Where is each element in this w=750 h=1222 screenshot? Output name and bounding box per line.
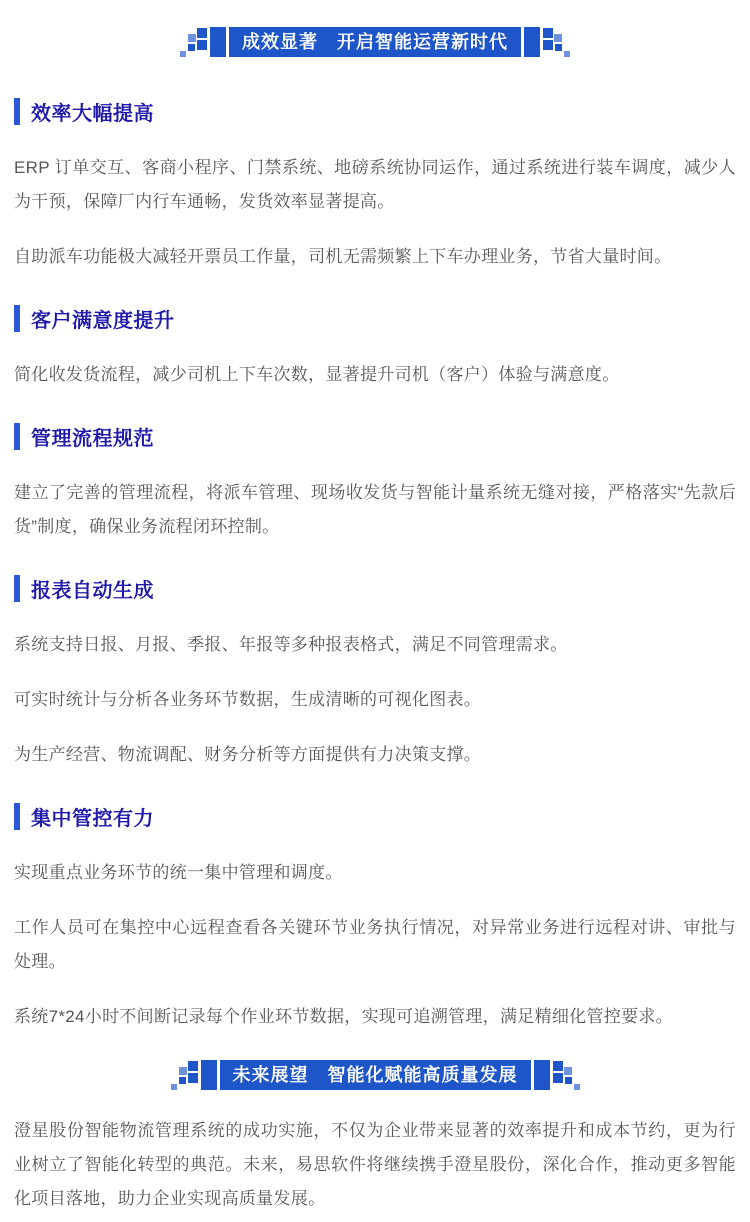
heading-bar-icon	[14, 803, 20, 830]
banner-results	[14, 25, 736, 59]
heading-text: 报表自动生成	[31, 579, 154, 602]
paragraph: 可实时统计与分析各业务环节数据，生成清晰的可视化图表。	[14, 690, 482, 709]
section-heading	[14, 97, 736, 125]
banner-title: 未来展望 智能化赋能高质量发展	[220, 1060, 531, 1090]
section-heading	[14, 422, 736, 450]
heading-bar-icon	[14, 575, 20, 602]
section-efficiency	[14, 97, 736, 274]
paragraph: 工作人员可在集控中心远程查看各关键环节业务执行情况，对异常业务进行远程对讲、审批与处理。	[14, 918, 736, 971]
section-heading	[14, 304, 736, 332]
pixel-checker-icon	[543, 28, 571, 57]
pixel-checker-icon	[170, 1061, 198, 1090]
paragraph: 自助派车功能极大减轻开票员工作量，司机无需频繁上下车办理业务，节省大量时间。	[14, 247, 672, 266]
banner-edge-block	[534, 1060, 550, 1090]
heading-text: 客户满意度提升	[31, 309, 175, 332]
banner-edge-block	[201, 1060, 217, 1090]
heading-bar-icon	[14, 423, 20, 450]
banner-edge-block	[524, 27, 540, 57]
closing-paragraph: 澄星股份智能物流管理系统的成功实施，不仅为企业带来显著的效率提升和成本节约，更为行业树立了智能化转型的典范。未来，易思软件将继续携手澄星股份，深化合作，推动更多智能化项目落地，助力企业实现高质量发展。	[14, 1121, 736, 1208]
heading-text: 集中管控有力	[31, 807, 154, 830]
banner-future	[14, 1058, 736, 1092]
banner-title: 成效显著 开启智能运营新时代	[229, 27, 521, 57]
paragraph: 简化收发货流程，减少司机上下车次数，显著提升司机（客户）体验与满意度。	[14, 365, 620, 384]
paragraph: 为生产经营、物流调配、财务分析等方面提供有力决策支撑。	[14, 745, 482, 764]
paragraph: 实现重点业务环节的统一集中管理和调度。	[14, 863, 343, 882]
heading-bar-icon	[14, 305, 20, 332]
banner-edge-block	[210, 27, 226, 57]
heading-bar-icon	[14, 98, 20, 125]
paragraph: ERP 订单交互、客商小程序、门禁系统、地磅系统协同运作，通过系统进行装车调度，减少人为干预，保障厂内行车通畅，发货效率显著提高。	[14, 158, 736, 211]
section-process	[14, 422, 736, 544]
section-heading	[14, 802, 736, 830]
paragraph: 建立了完善的管理流程，将派车管理、现场收发货与智能计量系统无缝对接，严格落实“先款后货”制度，确保业务流程闭环控制。	[14, 483, 736, 536]
section-reports	[14, 574, 736, 772]
article-content	[0, 25, 750, 1216]
pixel-checker-icon	[553, 1061, 581, 1090]
pixel-checker-icon	[179, 28, 207, 57]
paragraph: 系统支持日报、月报、季报、年报等多种报表格式，满足不同管理需求。	[14, 635, 568, 654]
paragraph: 系统7*24小时不间断记录每个作业环节数据，实现可追溯管理，满足精细化管控要求。	[14, 1007, 673, 1026]
heading-text: 效率大幅提高	[31, 102, 154, 125]
section-satisfaction	[14, 304, 736, 392]
section-control	[14, 802, 736, 1034]
heading-text: 管理流程规范	[31, 427, 154, 450]
section-heading	[14, 574, 736, 602]
